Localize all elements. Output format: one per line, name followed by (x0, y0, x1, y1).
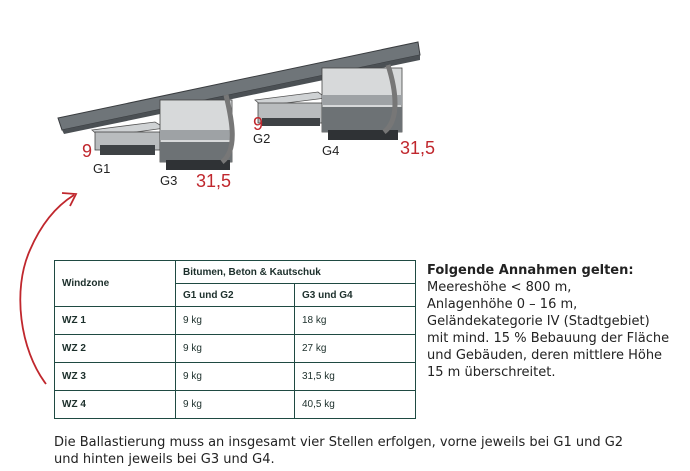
assumptions-line: 15 m überschreitet. (427, 365, 556, 380)
table-row (55, 363, 416, 391)
g1g2-cell: 9 kg (176, 335, 295, 363)
weight-g4-label: 31,5 (400, 138, 436, 158)
ballast-g4 (322, 65, 402, 140)
assumptions-line: mit mind. 15 % Bebauung der Fläche (427, 331, 670, 346)
position-g1-label: G1 (93, 161, 111, 176)
table-row (55, 391, 416, 419)
ballast-g3 (160, 95, 232, 170)
g1g2-cell: 9 kg (176, 391, 295, 419)
g3g4-cell: 18 kg (295, 307, 416, 335)
zone-cell: WZ 2 (55, 335, 176, 363)
header-material: Bitumen, Beton & Kautschuk (176, 261, 416, 284)
position-g4-label: G4 (322, 143, 340, 158)
header-g3g4: G3 und G4 (295, 284, 416, 307)
assumptions-block (427, 262, 677, 381)
g3g4-cell: 27 kg (295, 335, 416, 363)
assumptions-title: Folgende Annahmen gelten: (427, 263, 634, 278)
weight-g2-label: 9 (253, 114, 264, 134)
ballast-note (54, 434, 674, 468)
table-row (55, 307, 416, 335)
note-line: und hinten jeweils bei G3 und G4. (54, 452, 275, 467)
assumptions-line: Geländekategorie IV (Stadtgebiet) (427, 314, 650, 329)
g3g4-cell: 31,5 kg (295, 363, 416, 391)
zone-cell: WZ 1 (55, 307, 176, 335)
assumptions-line: Anlagenhöhe 0 – 16 m, (427, 297, 578, 312)
g1g2-cell: 9 kg (176, 307, 295, 335)
note-line: Die Ballastierung muss an insgesamt vier Stellen erfolgen, vorne jeweils bei G1 und G2 (54, 435, 624, 450)
zone-cell: WZ 3 (55, 363, 176, 391)
ballast-table (54, 260, 416, 419)
assumptions-line: und Gebäuden, deren mittlere Höhe (427, 348, 663, 363)
g3g4-cell: 40,5 kg (295, 391, 416, 419)
ballast-g2 (255, 92, 326, 126)
position-g3-label: G3 (160, 173, 178, 188)
header-windzone: Windzone (55, 261, 176, 307)
weight-g3-label: 31,5 (196, 171, 232, 191)
table-row (55, 335, 416, 363)
weight-g1-label: 9 (82, 141, 93, 161)
g1g2-cell: 9 kg (176, 363, 295, 391)
position-g2-label: G2 (253, 131, 271, 146)
header-g1g2: G1 und G2 (176, 284, 295, 307)
zone-cell: WZ 4 (55, 391, 176, 419)
ballast-g1 (92, 122, 165, 155)
assumptions-line: Meereshöhe < 800 m, (427, 280, 572, 295)
